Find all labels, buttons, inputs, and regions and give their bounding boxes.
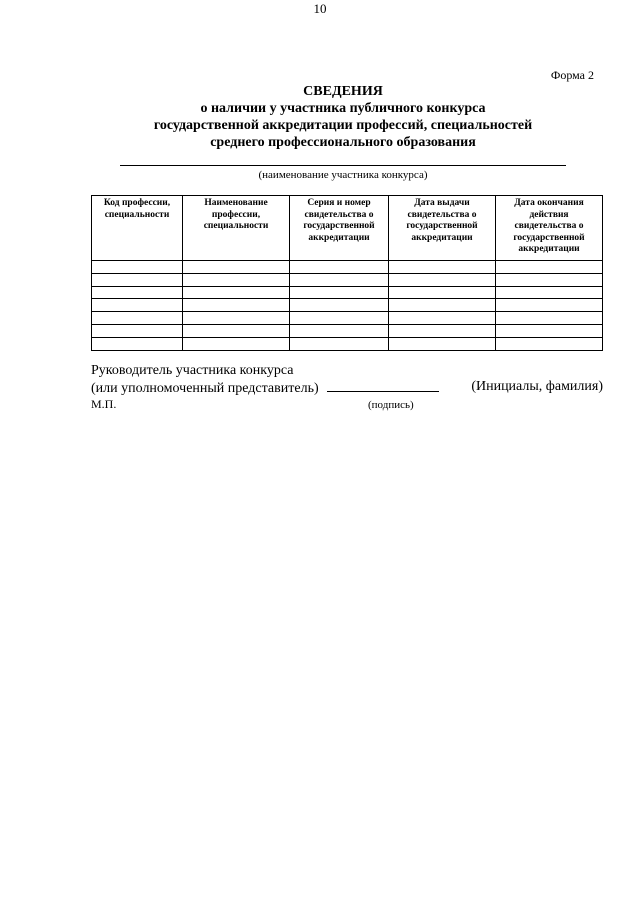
table-cell[interactable] <box>496 286 603 299</box>
signature-block <box>91 363 603 411</box>
table-cell[interactable] <box>183 273 290 286</box>
header-expiry-date: Дата окончания действия свидетельства о государственной аккредитации <box>496 196 603 261</box>
signature-initials: (Инициалы, фамилия) <box>471 379 603 394</box>
table-cell[interactable] <box>92 286 183 299</box>
table-cell[interactable] <box>183 261 290 274</box>
title-line-1: о наличии у участника публичного конкурса <box>200 101 486 116</box>
title-line-3: среднего профессионального образования <box>210 135 476 150</box>
signature-line-1: Руководитель участника конкурса <box>91 363 294 378</box>
table-cell[interactable] <box>183 337 290 350</box>
table-cell[interactable] <box>496 299 603 312</box>
table-row <box>92 324 603 337</box>
table-cell[interactable] <box>92 273 183 286</box>
table-cell[interactable] <box>92 299 183 312</box>
table-cell[interactable] <box>496 273 603 286</box>
signature-row <box>91 379 603 397</box>
participant-name-line <box>120 165 566 166</box>
table-header-row <box>92 196 603 261</box>
header-name: Наименование профессии, специальности <box>183 196 290 261</box>
table-cell[interactable] <box>496 312 603 325</box>
stamp-row <box>91 397 603 411</box>
signature-line-2: (или уполномоченный представитель) <box>91 381 319 396</box>
table-body <box>92 261 603 351</box>
table-cell[interactable] <box>496 337 603 350</box>
table-cell[interactable] <box>183 312 290 325</box>
table-cell[interactable] <box>183 286 290 299</box>
stamp-label: М.П. <box>91 397 117 411</box>
form-label: Форма 2 <box>550 68 594 82</box>
table-cell[interactable] <box>290 261 389 274</box>
table-cell[interactable] <box>389 324 496 337</box>
table-cell[interactable] <box>389 312 496 325</box>
table-cell[interactable] <box>183 299 290 312</box>
table-cell[interactable] <box>92 261 183 274</box>
table-cell[interactable] <box>389 286 496 299</box>
header-series-number: Серия и номер свидетельства о государственной аккредитации <box>290 196 389 261</box>
table-cell[interactable] <box>92 337 183 350</box>
table-cell[interactable] <box>389 261 496 274</box>
table-row <box>92 299 603 312</box>
table-cell[interactable] <box>290 312 389 325</box>
table-cell[interactable] <box>496 324 603 337</box>
table-row <box>92 312 603 325</box>
table-row <box>92 286 603 299</box>
table-cell[interactable] <box>290 273 389 286</box>
header-code: Код профессии, специальности <box>92 196 183 261</box>
table-cell[interactable] <box>290 286 389 299</box>
document-title <box>0 83 640 151</box>
signature-blank <box>327 379 439 392</box>
table-cell[interactable] <box>389 299 496 312</box>
header-issue-date: Дата выдачи свидетельства о государственной аккредитации <box>389 196 496 261</box>
table-cell[interactable] <box>290 299 389 312</box>
table-cell[interactable] <box>92 312 183 325</box>
title-line-2: государственной аккредитации профессий, специальностей <box>153 118 533 133</box>
table-cell[interactable] <box>389 273 496 286</box>
table-cell[interactable] <box>496 261 603 274</box>
table-cell[interactable] <box>290 324 389 337</box>
signature-caption: (подпись) <box>368 399 414 411</box>
table-cell[interactable] <box>389 337 496 350</box>
table-row <box>92 337 603 350</box>
table-cell[interactable] <box>290 337 389 350</box>
table-cell[interactable] <box>183 324 290 337</box>
accreditation-table <box>91 195 603 351</box>
table-cell[interactable] <box>92 324 183 337</box>
participant-caption: (наименование участника конкурса) <box>258 169 428 181</box>
page-number: 10 <box>313 1 327 16</box>
table-row <box>92 261 603 274</box>
table-row <box>92 273 603 286</box>
title-main: СВЕДЕНИЯ <box>303 84 383 99</box>
